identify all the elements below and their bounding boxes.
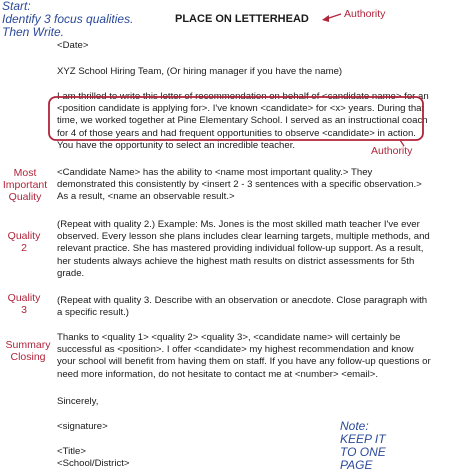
letter-line: demonstrated this consistently by <insert 2 - 3 sentences with a specific observation.>	[57, 179, 422, 191]
letter-line: Thanks to <quality 1> <quality 2> <quality 3>, <candidate name> will certainly be	[57, 332, 401, 343]
letter-line: You have the opportunity to select an incredible teacher.	[57, 139, 296, 151]
letter-line: need more information, do not hesitate to contact me at <number> <email>.	[57, 368, 379, 380]
authority-highlight-box	[49, 97, 423, 140]
authority-label-top: Authority	[344, 8, 386, 20]
side-label-line: 3	[21, 304, 27, 316]
letter-line: her students always achieve the highest math results on district assessments for 5th	[57, 255, 415, 267]
letter-line: successful as <position>. I offer <candidate> my highest recommendation and know	[57, 344, 414, 356]
authority-label-bottom: Authority	[371, 145, 413, 157]
letter-line: time, we worked together at Pine Elementary School. I served as an instructional coach	[57, 115, 428, 127]
note-line: TO ONE	[340, 445, 386, 459]
letter-line: relevant practice. She has mastered providing individual follow-up support. As a result,	[57, 243, 424, 255]
side-label-line: Quality	[7, 230, 41, 242]
letter-line: grade.	[57, 267, 85, 279]
letter-date: <Date>	[57, 40, 89, 51]
letter-line: I am thrilled to write this letter of recommendation on behalf of <candidate name> for an	[57, 91, 429, 102]
side-label-line: Most	[13, 167, 37, 179]
note-line: KEEP IT	[340, 432, 386, 446]
start-note-line: Start:	[2, 0, 31, 13]
letter-line: As a result, <name an observable result.>	[57, 191, 235, 203]
letter-signature: <signature>	[57, 421, 108, 432]
side-label-line: Closing	[10, 351, 46, 363]
letter-line: (Repeat with quality 2.) Example: Ms. Jones is the most skilled math teacher I've ever	[57, 219, 420, 230]
letter-salutation: XYZ School Hiring Team, (Or hiring manager if you have the name)	[57, 66, 343, 77]
side-label-line: Summary	[5, 339, 51, 351]
letter-line: <Candidate Name> has the ability to <name most important quality.> They	[57, 167, 373, 178]
start-note-line: Identify 3 focus qualities.	[2, 12, 134, 26]
note-line: PAGE	[340, 458, 373, 472]
letterhead-header: PLACE ON LETTERHEAD	[175, 13, 309, 25]
letter-line: a specific result.)	[57, 307, 129, 319]
letter-title: <Title>	[57, 446, 86, 457]
letter-line: your school will benefit from having them on staff. If you have any follow-up questions or	[57, 356, 431, 368]
side-label-line: Quality	[7, 292, 41, 304]
start-note-line: Then Write.	[2, 25, 65, 39]
letter-school: <School/District>	[57, 458, 130, 469]
letter-line: <position candidate is applying for>. I've known <candidate> for <x> years. During that	[57, 103, 425, 115]
letter-line: for 4 of those years and had frequent opportunities to observe <candidate> in action.	[57, 127, 416, 139]
authority-arrowhead-top	[322, 15, 329, 22]
side-label-line: 2	[21, 242, 27, 254]
side-label-line: Quality	[8, 191, 42, 203]
letter-line: (Repeat with quality 3. Describe with an observation or anecdote. Close paragraph with	[57, 295, 428, 306]
note-line: Note:	[340, 419, 369, 433]
letter-signoff: Sincerely,	[57, 396, 99, 407]
side-label-line: Important	[2, 179, 48, 191]
letter-line: observed. Every lesson she plans includes clear learning targets, multiple methods, and	[57, 231, 430, 243]
